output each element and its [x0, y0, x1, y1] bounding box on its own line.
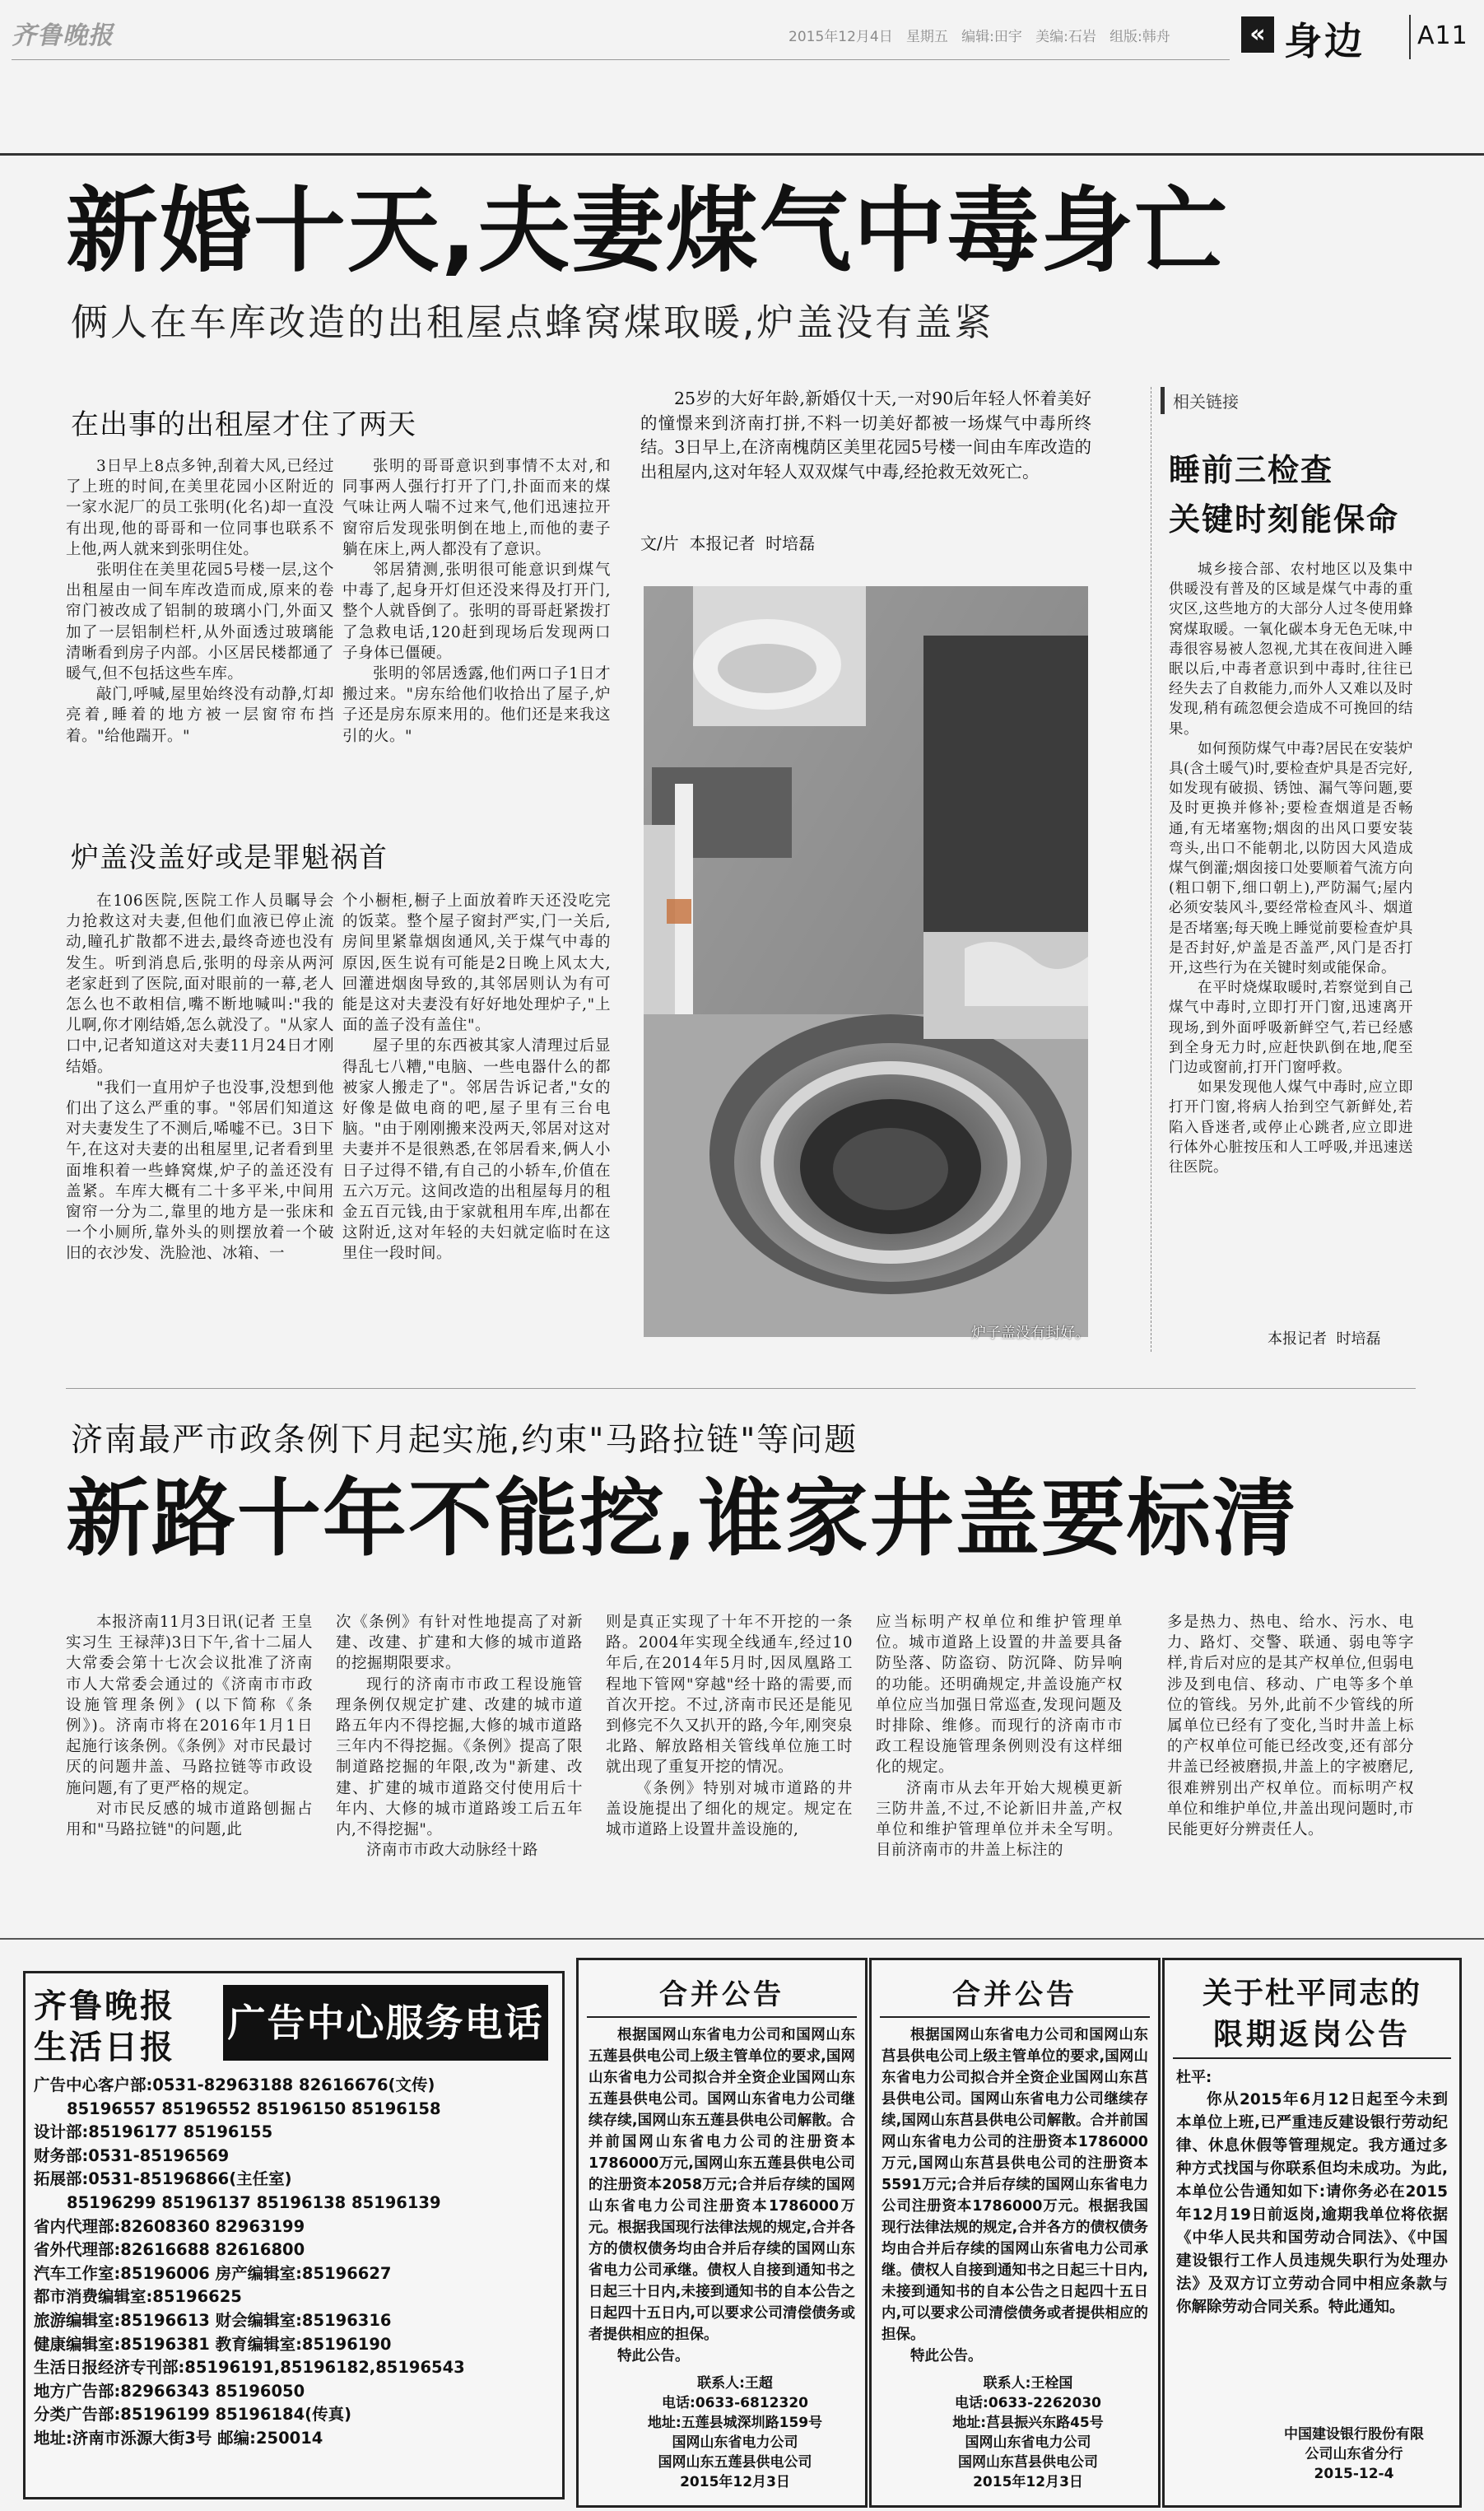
- stove-photo-image: [644, 586, 1088, 1337]
- paragraph: 应当标明产权单位和维护管理单位。城市道路上设置的井盖要具备防坠落、防盗窃、防沉降、防异响的功能。还明确规定,井盖设施产权单位应当加强日常巡查,发现问题及时排除、维修。而现行的济南市市政工程设施管理条例则没有这样细化的规定。: [876, 1614, 1123, 1777]
- paragraph: 敲门,呼喊,屋里始终没有动静,灯却亮着,睡着的地方被一层窗帘布挡着。"给他踹开。": [66, 686, 334, 745]
- header-editor: 编辑:田宇: [961, 29, 1022, 45]
- paragraph: 次《条例》有针对性地提高了对新建、改建、扩建和大修的城市道路的挖掘期限要求。: [336, 1614, 583, 1673]
- notice-body: [882, 2024, 1148, 2367]
- header-date: 2015年12月4日: [789, 29, 893, 45]
- sidebar-title-2: 关键时刻能保命: [1169, 501, 1400, 538]
- paragraph: 多是热力、热电、给水、污水、电力、路灯、交警、联通、弱电等字样,肯后对应的是其产权单位,但弱电涉及到电信、移动、广电等多个单位的管线。另外,此前不少管线的所属单位已经有了变化,当时井盖上标的产权单位可能已经改变,还有部分井盖已经被磨损,井盖上的字被磨尼,很难辨别出产权单位。而标明产权单位和维护单位,井盖出现问题时,市民能更好分辨责任人。: [1167, 1614, 1414, 1839]
- notice-signature: [612, 2374, 858, 2492]
- header-meta: [789, 25, 1170, 45]
- paragraph: 根据国网山东省电力公司和国网山东五莲县供电公司上级主管单位的要求,国网山东省电力公司拟合并全资企业国网山东五莲县供电公司。国网山东省电力公司继续存续,国网山东五莲县供电公司解散。合并前国网山东省电力公司的注册资本1786000万元,国网山东五莲县供电公司的注册资本2058万元;合并后存续的国网山东省电力公司注册资本1786000万元。根据我国现行法律法规的规定,合并各方的债权债务均由合并后存续的国网山东省电力公司承继。债权人自接到通知书之日起三十日内,未接到通知书的自本公告之日起四十五日内,可以要求公司清偿债务或者提供相应的担保。: [588, 2027, 855, 2343]
- signer: 国网山东五莲县供电公司: [658, 2454, 812, 2471]
- story2-headline: 新路十年不能挖,谁家井盖要标清: [66, 1470, 1298, 1568]
- header-designer: 美编:石岩: [1035, 29, 1096, 45]
- sidebar-byline: 本报记者 时培磊: [1268, 1330, 1381, 1348]
- story2-deck: 济南最严市政条例下月起实施,约束"马路拉链"等问题: [71, 1422, 858, 1459]
- paragraph: "我们一直用炉子也没事,没想到他们出了这么严重的事。"邻居们知道这对夫妻发生了不测后,唏嘘不已。3日下午,在这对夫妻的出租屋里,记者看到里面堆积着一些蜂窝煤,炉子的盖还没有盖紧。车库大概有二十多平米,中间用窗帘一分为二,靠里的地方是一张床和一个小厕所,靠外头的则摆放着一个破旧的衣沙发、洗脸池、冰箱、一: [66, 1078, 334, 1263]
- notice-salutation: 杜平:: [1176, 2069, 1212, 2086]
- story2-col4: [876, 1612, 1123, 1861]
- ad-brand-2: 生活日报: [34, 2029, 175, 2066]
- notice-signature: [905, 2374, 1151, 2492]
- story2-col1: [66, 1612, 313, 1840]
- story1-subhead-1: 在出事的出租屋才住了两天: [71, 408, 416, 441]
- section-marker-icon: «: [1241, 16, 1274, 53]
- ad-service-lines: [34, 2074, 465, 2451]
- signer: 国网山东莒县供电公司: [958, 2454, 1098, 2471]
- story2-col3: [606, 1612, 853, 1840]
- paragraph: 济南市从去年开始大规模更新三防井盖,不过,不论新旧井盖,产权单位和维护管理单位并未全写明。目前济南市的井盖上标注的: [876, 1779, 1123, 1860]
- phone-line: 旅游编辑室:85196613 财会编辑室:85196316: [34, 2310, 392, 2330]
- phone-line: 85196557 85196552 85196150 85196158: [67, 2099, 441, 2118]
- notice-signature: [1255, 2425, 1453, 2484]
- section-name: 身边: [1284, 19, 1365, 63]
- phone-line: 都市消费编辑室:85196625: [34, 2287, 242, 2307]
- ads-separator: [0, 1938, 1484, 1940]
- paragraph: 如果发现他人煤气中毒时,应立即打开门窗,将病人抬到空气新鲜处,若陷入昏迷者,或停止心跳者,应立即进行体外心脏按压和人工呼吸,并迅速送往医院。: [1169, 1079, 1413, 1176]
- phone-line: 地方广告部:82966343 85196050: [34, 2381, 305, 2401]
- phone-line: 省内代理部:82608360 82963199: [34, 2216, 305, 2236]
- paragraph: 屋子里的东西被其家人清理过后显得乱七八糟,"电脑、一些电器什么的都被家人搬走了"。邻居告诉记者,"女的好像是做电商的吧,屋子里有三台电脑。"由于刚刚搬来没两天,邻居对这对夫妻并不是很熟悉,在邻居看来,俩人小日子过得不错,有自己的小轿车,价值在五六万元。这间改造的出租屋每月的租金五百元钱,由于家就租用车库,出都在这附近,这对年轻的夫妇就定临时在这里住一段时间。: [342, 1037, 611, 1263]
- phone-line: 汽车工作室:85196006 房产编辑室:85196627: [34, 2263, 392, 2283]
- paragraph: 如何预防煤气中毒?居民在安装炉具(含土暖气)时,要检查炉具是否完好,如发现有破损、锈蚀、漏气等问题,要及时更换并修补;要检查烟道是否畅通,有无堵塞物;烟囱的出风口要安装弯头,出口不能朝北,以防因大风造成煤气倒灌;烟囱接口处要顺着气流方向(粗口朝下,细口朝上),严防漏气;屋内必须安装风斗,要经常检查风斗、烟道是否堵塞;每天晚上睡觉前要检查炉具是否封好,炉盖是否盖严,风门是否打开,这些行为在关键时刻或能保命。: [1169, 740, 1413, 977]
- story1-headline: 新婚十天,夫妻煤气中毒身亡: [66, 178, 1229, 285]
- header-rule-thick: [0, 153, 1484, 156]
- header-proof: 组版:韩舟: [1110, 29, 1170, 45]
- header-weekday: 星期五: [905, 29, 948, 45]
- phone-line: 财务部:0531-85196569: [34, 2145, 230, 2165]
- paper-logo: 齐鲁晚报: [12, 21, 114, 50]
- contact-person: 联系人:王栓国: [983, 2375, 1073, 2392]
- story-separator: [66, 1388, 1416, 1389]
- notice-title-1: 关于杜平同志的: [1202, 1977, 1421, 2010]
- paragraph: 张明的邻居透露,他们两口子1日才搬过来。"房东给他们收拾出了屋子,炉子还是房东原来用的。他们还是来我这引的火。": [342, 665, 611, 745]
- ad-brand-1: 齐鲁晚报: [34, 1987, 175, 2025]
- notice-title-2: 限期返岗公告: [1212, 2018, 1411, 2052]
- story1-lede: 25岁的大好年龄,新婚仅十天,一对90后年轻人怀着美好的憧憬来到济南打拼,不料一切美好都被一场煤气中毒所终结。3日早上,在济南槐荫区美里花园5号楼一间由车库改造的出租屋内,这对年轻人双双煤气中毒,经抢救无效死亡。: [640, 389, 1091, 482]
- notice-title: 合并公告: [659, 1978, 784, 2011]
- paragraph: 城乡接合部、农村地区以及集中供暖没有普及的区域是煤气中毒的重灾区,这些地方的大部分人过冬使用蜂窝煤取暖。一氧化碳本身无色无味,中毒很容易被人忽视,尤其在夜间进入睡眠以后,中毒者意识到中毒时,往往已经失去了自救能力,而外人又难以及时发现,稍有疏忽便会造成不可挽回的结果。: [1169, 561, 1413, 738]
- paragraph: 邻居猜测,张明很可能意识到煤气中毒了,起身开灯但还没来得及打开门,整个人就昏倒了。张明的哥哥赶紧拨打了急救电话,120赶到现场后发现两口子身体已僵硬。: [342, 561, 611, 662]
- signer: 公司山东省分行: [1305, 2446, 1403, 2462]
- sidebar-tag: 相关链接: [1161, 387, 1247, 414]
- contact-phone: 电话:0633-2262030: [955, 2395, 1101, 2411]
- notice-body: [1176, 2089, 1448, 2319]
- notice-title-rule: [1173, 2057, 1451, 2059]
- story1-byline: 文/片 本报记者 时培磊: [640, 533, 816, 553]
- contact-address: 地址:五莲县城深圳路159号: [647, 2415, 823, 2431]
- contact-address: 地址:莒县振兴东路45号: [952, 2415, 1104, 2431]
- paragraph: 特此公告。: [910, 2348, 983, 2364]
- story2-col2: [336, 1612, 583, 1861]
- paragraph: 特此公告。: [617, 2348, 690, 2364]
- signer: 国网山东省电力公司: [965, 2434, 1091, 2451]
- ad-service-box: [23, 1971, 565, 2499]
- story1-sub2-col2: [342, 891, 611, 1265]
- sidebar-title-1: 睡前三检查: [1169, 452, 1334, 488]
- story1-photo: [644, 586, 1088, 1337]
- paragraph: 张明的哥哥意识到事情不太对,和同事两人强行打开了门,扑面而来的煤气味让两人喘不过来气,他们迅速拉开窗帘后发现张明倒在地上,而他的妻子躺在床上,两人都没有了意识。: [342, 458, 611, 558]
- paragraph: 根据国网山东省电力公司和国网山东莒县供电公司上级主管单位的要求,国网山东省电力公司拟合并全资企业国网山东莒县供电公司。国网山东省电力公司继续存续,国网山东莒县供电公司解散。合并前国网山东省电力公司的注册资本1786000万元,国网山东莒县供电公司的注册资本5591万元;合并后存续的国网山东省电力公司注册资本1786000万元。根据我国现行法律法规的规定,合并各方的债权债务均由合并后存续的国网山东省电力公司承继。债权人自接到通知书之日起三十日内,未接到通知书的自本公告之日起四十五日内,可以要求公司清偿债务或者提供相应的担保。: [882, 2027, 1148, 2343]
- phone-line: 85196299 85196137 85196138 85196139: [67, 2192, 441, 2212]
- paragraph: 3日早上8点多钟,刮着大风,已经过了上班的时间,在美里花园小区附近的一家水泥厂的员工张明(化名)却一直没有出现,他的哥哥和一位同事也联系不上他,两人就来到张明住处。: [66, 458, 334, 558]
- page-number: A11: [1417, 21, 1468, 50]
- signer: 国网山东省电力公司: [672, 2434, 798, 2451]
- story1-sub2-col1: [66, 891, 334, 1265]
- paragraph: 在平时烧煤取暖时,若察觉到自己煤气中毒时,立即打开门窗,迅速离开现场,到外面呼吸新鲜空气,若已经感到全身无力时,应赶快趴倒在地,爬至门边或窗前,打开门窗呼救。: [1169, 980, 1413, 1077]
- paragraph: 本报济南11月3日讯(记者 王皇 实习生 王禄萍)3日下午,省十二届人大常委会第十七次会议批准了济南市人大常委会通过的《济南市市政设施管理条例》(以下简称《条例》)。济南市将在2016年1月1日起施行该条例。《条例》对市民最讨厌的问题井盖、马路拉链等市政设施问题,有了更严格的规定。: [66, 1614, 313, 1797]
- paragraph: 现行的济南市市政工程设施管理条例仅规定扩建、改建的城市道路五年内不得挖掘,大修的城市道路三年内不得挖掘。《条例》提高了限制道路挖掘的年限,改为"新建、改建、扩建的城市道路交付使用后十年内、大修的城市道路竣工后五年内,不得挖掘"。: [336, 1675, 583, 1839]
- contact-person: 联系人:王超: [697, 2375, 773, 2392]
- phone-line: 设计部:85196177 85196155: [34, 2122, 273, 2142]
- paragraph: 《条例》特别对城市道路的井盖设施提出了细化的规定。规定在城市道路上设置井盖设施的,: [606, 1779, 853, 1839]
- paragraph: 对市民反感的城市道路刨掘占用和"马路拉链"的问题,此: [66, 1800, 313, 1839]
- notice-return-to-work: [1162, 1958, 1462, 2508]
- paragraph: 在106医院,医院工作人员瞩导会力抢救这对夫妻,但他们血液已停止流动,瞳孔扩散都不进去,最终奇迹也没有发生。听到消息后,张明的母亲从两河老家赶到了医院,面对眼前的一幕,老人怎么也不敢相信,嘴不断地喊叫:"我的儿啊,你才刚结婚,怎么就没了。"从家人口中,记者知道这对夫妻11月24日才刚结婚。: [66, 892, 334, 1076]
- phone-line: 省外代理部:82616688 82616800: [34, 2240, 305, 2260]
- paragraph: 个小橱柜,橱子上面放着昨天还没吃完的饭菜。整个屋子窗封严实,门一关后,房间里紧靠烟囱通风,关于煤气中毒的原因,医生说有可能是2日晚上风太大,回灌进烟囱导致的,其邻居则认为有可能是这对夫妻没有好好地处理炉子,"上面的盖子没有盖住"。: [342, 892, 611, 1035]
- notice-merger-1: [576, 1958, 868, 2508]
- header-rule: [12, 59, 1230, 60]
- paragraph: 济南市市政大动脉经十路: [366, 1842, 539, 1860]
- phone-line: 广告中心客户部:0531-82963188 82616676(文传): [34, 2075, 435, 2094]
- notice-title-rule: [880, 2016, 1150, 2018]
- paragraph: 张明住在美里花园5号楼一层,这个出租屋由一间车库改造而成,原来的卷帘门被改成了铝制的玻璃小门,外面又加了一层铝制栏杆,从外面透过玻璃能清晰看到房子内部。小区居民楼都通了暖气,但不包括这些车库。: [66, 561, 334, 683]
- notice-merger-2: [869, 1958, 1161, 2508]
- phone-line: 地址:济南市泺源大街3号 邮编:250014: [34, 2428, 323, 2448]
- story1-sub1-col1: [66, 456, 334, 747]
- story1-deck: 俩人在车库改造的出租屋点蜂窝煤取暖,炉盖没有盖紧: [71, 300, 994, 344]
- contact-phone: 电话:0633-6812320: [662, 2395, 808, 2411]
- notice-title: 合并公告: [952, 1978, 1077, 2011]
- story1-photo-caption: 炉子盖没有封好。: [971, 1325, 1090, 1342]
- signer: 中国建设银行股份有限: [1284, 2426, 1424, 2443]
- header-divider: [1409, 15, 1411, 59]
- phone-line: 分类广告部:85196199 85196184(传真): [34, 2405, 352, 2425]
- phone-line: 生活日报经济专刊部:85196191,85196182,85196543: [34, 2358, 465, 2378]
- notice-title-rule: [587, 2016, 857, 2018]
- notice-date: 2015年12月3日: [680, 2474, 790, 2490]
- notice-date: 2015年12月3日: [973, 2474, 1083, 2490]
- story2-col5: [1167, 1612, 1414, 1840]
- paragraph: 则是真正实现了十年不开挖的一条路。2004年实现全线通车,经过10年后,在2014年5月时,因凤凰路工程地下管网"穿越"经十路的需要,而首次开挖。不过,济南市民还是能见到修完不久又扒开的路,今年,刚突泉北路、解放路相关管线单位施工时就出现了重复开挖的情况。: [606, 1614, 853, 1777]
- phone-line: 健康编辑室:85196381 教育编辑室:85196190: [34, 2334, 392, 2354]
- sidebar-body: [1169, 560, 1413, 1177]
- story1-subhead-2: 炉盖没盖好或是罪魁祸首: [71, 841, 388, 874]
- story1-sub1-col2: [342, 456, 611, 747]
- ad-service-title: 广告中心服务电话: [223, 1985, 548, 2061]
- paragraph: 你从2015年6月12日起至今未到本单位上班,已严重违反建设银行劳动纪律、休息休假等管理规定。我方通过多种方式找国与你联系但均未成功。为此,本单位公告通知如下:请你务必在2015年12月19日前返岗,逾期我单位将依据《中华人民共和国劳动合同法》、《中国建设银行工作人员违规失职行为处理办法》及双方订立劳动合同中相应条款与你解除劳动合同关系。特此通知。: [1176, 2091, 1448, 2316]
- phone-line: 拓展部:0531-85196866(主任室): [34, 2169, 292, 2189]
- notice-date: 2015-12-4: [1314, 2466, 1394, 2482]
- notice-body: [588, 2024, 855, 2367]
